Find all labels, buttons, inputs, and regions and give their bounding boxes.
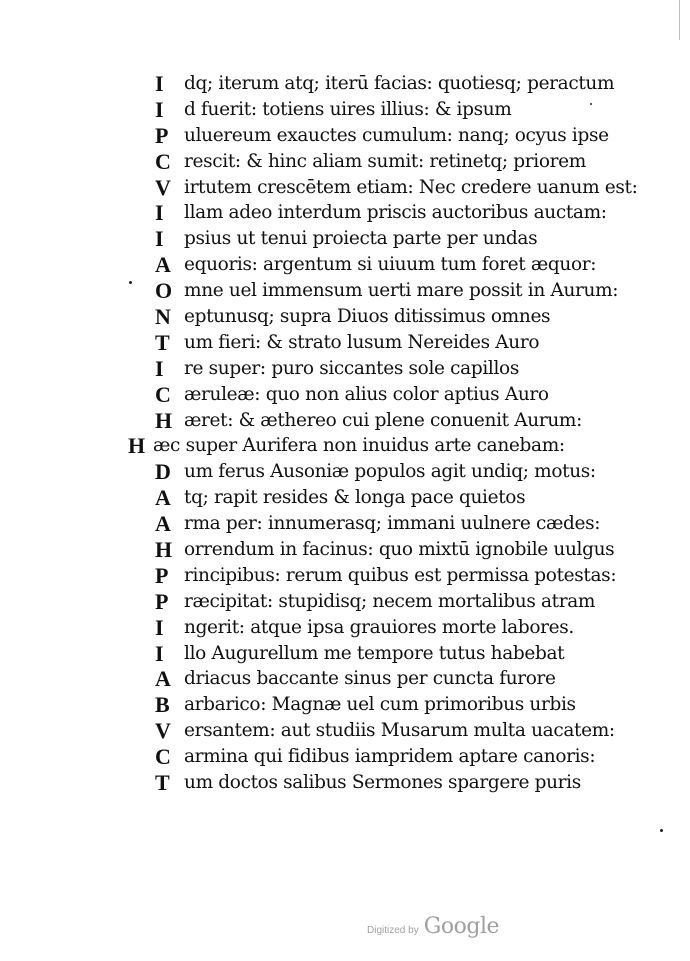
poem-line <box>128 356 648 382</box>
line-initial: N <box>155 304 171 330</box>
line-text: orrendum in facinus: quo mixtū ignobile uulgus <box>184 539 615 561</box>
line-text: psius ut tenui proiecta parte per undas <box>184 228 538 250</box>
line-initial: A <box>155 511 171 537</box>
line-initial: B <box>155 692 170 718</box>
line-initial: P <box>155 588 169 614</box>
digitized-by-google-watermark <box>367 914 499 939</box>
poem-line <box>128 459 648 485</box>
poem-line <box>128 718 648 744</box>
poem-line <box>128 123 648 149</box>
poem-line <box>128 304 648 330</box>
line-initial: H <box>128 433 145 459</box>
poem-line <box>128 433 648 459</box>
poem-line <box>128 666 648 692</box>
line-text: arbarico: Magnæ uel cum primoribus urbis <box>184 694 576 716</box>
line-text: mne uel immensum uerti mare possit in Aurum: <box>184 280 619 302</box>
line-text: armina qui fidibus iampridem aptare canoris: <box>184 746 596 768</box>
line-initial: H <box>155 537 172 563</box>
line-initial: I <box>155 640 164 666</box>
line-initial: T <box>155 770 170 796</box>
poem-line <box>128 692 648 718</box>
line-text: rincipibus: rerum quibus est permissa potestas: <box>184 564 617 586</box>
line-text: dq; iterum atq; iterū facias: quotiesq; peractum <box>184 73 615 94</box>
line-initial: T <box>155 329 170 355</box>
line-initial: A <box>155 485 171 511</box>
line-text: tq; rapit resides & longa pace quietos <box>184 487 526 509</box>
poem-line <box>128 744 648 770</box>
line-initial: C <box>155 148 171 174</box>
line-text: rescit: & hinc aliam sumit: retinetq; priorem <box>184 150 586 172</box>
line-initial: O <box>155 278 172 304</box>
line-text: rma per: innumerasq; immani uulnere cædes: <box>184 513 601 535</box>
line-text: driacus baccante sinus per cuncta furore <box>184 668 556 690</box>
line-text: eptunusq; supra Diuos ditissimus omnes <box>184 306 551 328</box>
poem-line <box>128 485 648 511</box>
poem-line <box>128 537 648 563</box>
line-initial: I <box>155 71 164 96</box>
line-initial: I <box>155 614 164 640</box>
poem-line <box>128 97 648 123</box>
line-text: uluereum exauctes cumulum: nanq; ocyus ipse <box>184 124 609 146</box>
poem-line <box>128 382 648 408</box>
line-initial: C <box>155 381 171 407</box>
line-text: llo Augurellum me tempore tutus habebat <box>184 642 565 664</box>
line-initial: I <box>155 200 164 226</box>
line-text: um fieri: & strato lusum Nereides Auro <box>184 331 540 353</box>
ink-speck <box>129 281 132 284</box>
poem-line <box>128 563 648 589</box>
poem-line <box>128 408 648 434</box>
line-text: æruleæ: quo non alius color aptius Auro <box>184 383 549 405</box>
poem-line <box>128 278 648 304</box>
line-initial: C <box>155 744 171 770</box>
page-edge-line <box>679 0 680 40</box>
line-text: ngerit: atque ipsa grauiores morte labores. <box>184 616 574 638</box>
line-text: æc super Aurifera non inuidus arte canebam: <box>153 435 565 457</box>
line-initial: I <box>155 355 164 381</box>
poem-line <box>128 589 648 615</box>
line-text: um ferus Ausoniæ populos agit undiq; motus: <box>184 461 596 483</box>
ink-speck <box>660 829 663 832</box>
line-initial: I <box>155 96 164 122</box>
line-text: d fuerit: totiens uires illius: & ipsum <box>184 98 512 120</box>
poem-line <box>128 71 648 97</box>
poem-line <box>128 770 648 796</box>
poem-line <box>128 175 648 201</box>
line-text: ræcipitat: stupidisq; necem mortalibus atram <box>184 590 596 612</box>
poem-line <box>128 330 648 356</box>
poem-line <box>128 200 648 226</box>
poem-line <box>128 149 648 175</box>
poem-line <box>128 252 648 278</box>
line-text: llam adeo interdum priscis auctoribus auctam: <box>184 202 607 224</box>
line-initial: P <box>155 562 169 588</box>
ink-speck <box>590 103 592 105</box>
watermark-prefix: Digitized by <box>367 925 419 936</box>
line-text: equoris: argentum si uiuum tum foret æquor: <box>184 254 597 276</box>
poem-text-block <box>128 71 648 796</box>
line-text: re super: puro siccantes sole capillos <box>184 357 519 379</box>
line-initial: D <box>155 459 171 485</box>
line-text: irtutem crescētem etiam: Nec credere uanum est: <box>184 176 638 198</box>
line-initial: A <box>155 666 171 692</box>
line-text: um doctos salibus Sermones spargere puris <box>184 772 581 794</box>
line-text: æret: & æthereo cui plene conuenit Aurum: <box>184 409 582 431</box>
line-text: ersantem: aut studiis Musarum multa uacatem: <box>184 720 615 742</box>
poem-line <box>128 511 648 537</box>
line-initial: P <box>155 122 169 148</box>
poem-line <box>128 615 648 641</box>
poem-line <box>128 226 648 252</box>
poem-line <box>128 641 648 667</box>
line-initial: H <box>155 407 172 433</box>
line-initial: V <box>155 174 171 200</box>
line-initial: I <box>155 226 164 252</box>
google-logo: Google <box>423 914 499 939</box>
line-initial: A <box>155 252 171 278</box>
line-initial: V <box>155 718 171 744</box>
